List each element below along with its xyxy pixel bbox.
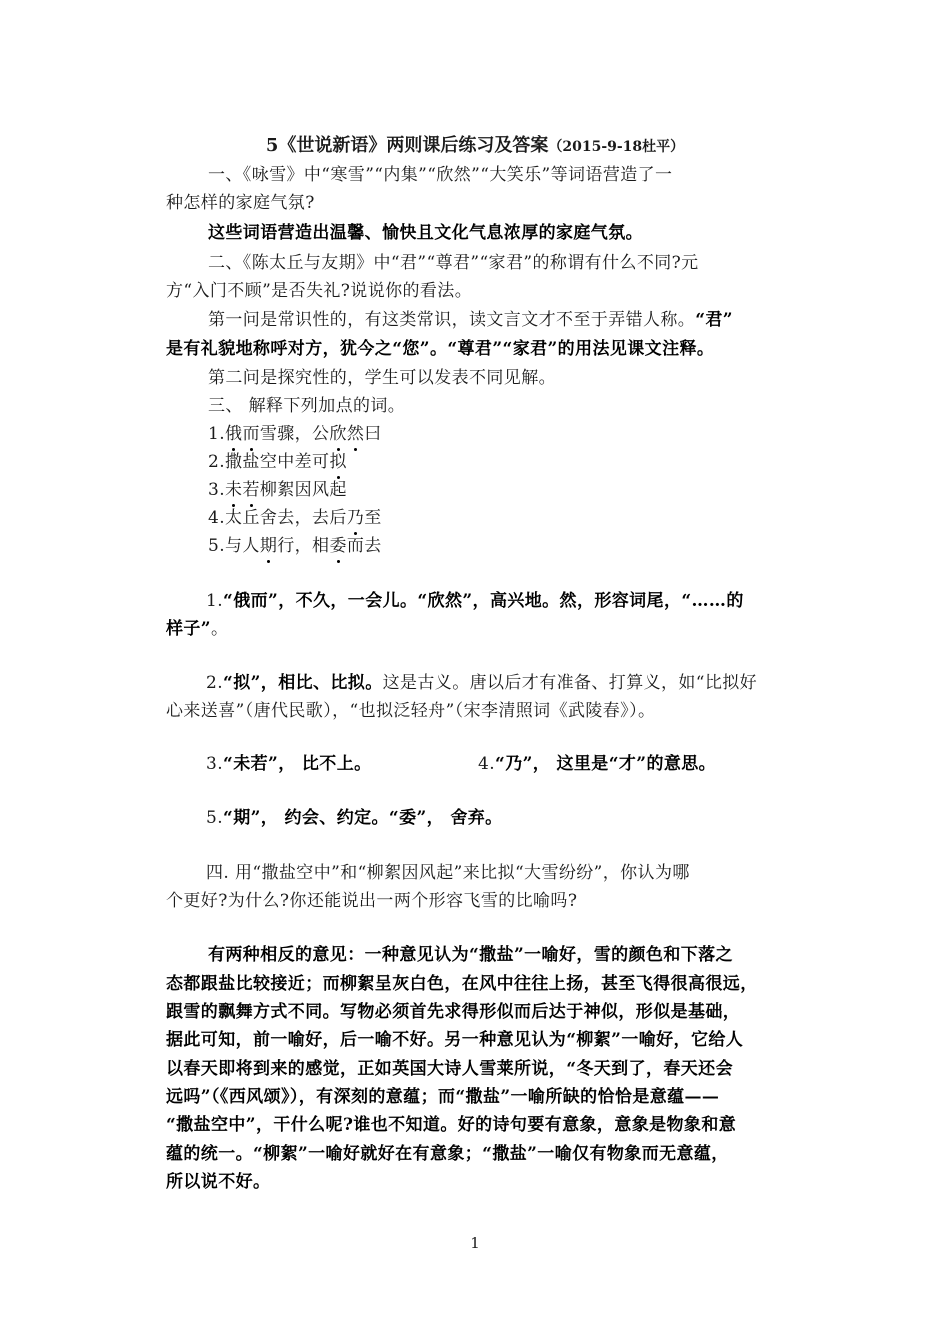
- answer-3-item-1-line-1: [206, 589, 744, 613]
- dotted-word: 俄: [225, 424, 243, 444]
- answer-4-line-8: 蕴的统一。“柳絮”一喻好就好在有意象；“撒盐”一喻仅有物象而无意蕴，: [166, 1144, 729, 1164]
- question-4-line-2: 个更好?为什么?你还能说出一两个形容飞雪的比喻吗?: [166, 891, 578, 911]
- question-3-item-1: [208, 422, 382, 446]
- page-number: 1: [470, 1234, 480, 1252]
- answer-4-line-6: 远吗”（《西风颂》），有深刻的意蕴；而“撒盐”一喻所缺的恰恰是意蕴——: [166, 1087, 720, 1107]
- answer-2-line-1: [208, 308, 733, 332]
- answer-2-line-2: 是有礼貌地称呼对方，犹今之“您”。“尊君”“家君”的用法见课文注释。: [166, 339, 715, 359]
- item-text: 撒盐空中差可: [225, 452, 330, 472]
- item-text: 太丘舍去，去后: [225, 508, 347, 528]
- answer-text: 这是古义。唐以后才有准备、打算义，如“比拟好: [382, 673, 758, 693]
- answer-3-item-2-line-1: [206, 671, 757, 695]
- dotted-word: 乃: [346, 508, 365, 528]
- answer-text: “未若”， 比不上。: [223, 754, 372, 774]
- dotted-word: 期: [259, 536, 278, 556]
- dotted-word: 拟: [329, 452, 347, 472]
- item-number: 3.: [206, 754, 224, 774]
- answer-2-line-1-bold: “君”: [695, 310, 733, 330]
- answer-2-line-3: 第二问是探究性的，学生可以发表不同见解。: [208, 368, 556, 388]
- answer-3-item-5: [206, 806, 503, 830]
- item-number: 5.: [206, 808, 224, 828]
- question-3-heading: 三、 解释下列加点的词。: [208, 396, 406, 416]
- answer-text: 样子”: [166, 619, 211, 639]
- dotted-word: 然: [346, 424, 365, 444]
- item-text: 与人: [225, 536, 260, 556]
- question-3-item-3: [208, 478, 347, 502]
- question-2-line-2: 方“入门不顾”是否失礼?说说你的看法。: [166, 281, 473, 301]
- question-3-item-5: [208, 534, 382, 558]
- item-number: 4.: [478, 754, 496, 774]
- item-number: 1.: [208, 424, 226, 444]
- item-number: 1.: [206, 591, 224, 611]
- answer-4-line-3: 跟雪的飘舞方式不同。写物必须首先求得形似而后达于神似，形似是基础，: [166, 1002, 741, 1022]
- dotted-word: 而: [242, 424, 260, 444]
- question-3-item-4: [208, 506, 382, 530]
- item-text: 而去: [346, 536, 382, 556]
- question-4-line-1: 四. 用“撒盐空中”和“柳絮因风起”来比拟“大雪纷纷”，你认为哪: [206, 863, 690, 883]
- answer-text: “俄而”，不久，一会儿。“欣然”，高兴地。然，形容词尾，“……的: [223, 591, 744, 611]
- item-text: 雪骤，公: [259, 424, 330, 444]
- item-text: 至: [364, 508, 382, 528]
- question-1-line-2: 种怎样的家庭气氛?: [166, 193, 315, 213]
- question-3-item-2: [208, 450, 347, 474]
- item-text: 柳絮因风起: [259, 480, 347, 500]
- item-number: 3.: [208, 480, 226, 500]
- answer-3-item-2-line-2: 心来送喜”（唐代民歌），“也拟泛轻舟”（宋李清照词《武陵春》）。: [166, 701, 656, 721]
- answer-4-line-5: 以春天即将到来的感觉，正如英国大诗人雪莱所说，“冬天到了，春天还会: [166, 1059, 733, 1079]
- answer-3-item-1-line-2: [166, 617, 228, 641]
- answer-text: “乃”， 这里是“才”的意思。: [495, 754, 717, 774]
- dotted-word: 若: [242, 480, 260, 500]
- answer-text: “拟”，相比、比拟。: [223, 673, 383, 693]
- item-number: 2.: [206, 673, 224, 693]
- item-text: 曰: [364, 424, 382, 444]
- item-number: 5.: [208, 536, 226, 556]
- answer-4-line-2: 态都跟盐比较接近；而柳絮呈灰白色，在风中往往上扬，甚至飞得很高很远，: [166, 974, 758, 994]
- document-title: [0, 134, 950, 159]
- dotted-word: 未: [225, 480, 243, 500]
- answer-2-line-1-text: 第一问是常识性的，有这类常识，读文言文才不至于弄错人称。: [208, 310, 696, 330]
- answer-4-line-9: 所以说不好。: [166, 1172, 271, 1192]
- item-number: 2.: [208, 452, 226, 472]
- item-number: 4.: [208, 508, 226, 528]
- title-subtitle: （2015-9-18杜平）: [548, 139, 685, 155]
- item-text: 行，相: [277, 536, 330, 556]
- answer-1: 这些词语营造出温馨、愉快且文化气息浓厚的家庭气氛。: [208, 223, 643, 243]
- answer-text: 。: [210, 619, 229, 639]
- answer-3-item-3: [206, 752, 372, 776]
- answer-4-line-1: 有两种相反的意见：一种意见认为“撒盐”一喻好，雪的颜色和下落之: [208, 945, 733, 965]
- answer-3-item-4: [478, 752, 716, 776]
- question-2-line-1: 二、《陈太丘与友期》中“君”“尊君”“家君”的称谓有什么不同?元: [208, 253, 699, 273]
- answer-4-line-4: 据此可知，前一喻好，后一喻不好。另一种意见认为“柳絮”一喻好，它给人: [166, 1030, 744, 1050]
- answer-text: “期”， 约会、约定。“委”， 舍弃。: [223, 808, 503, 828]
- title-main: 5《世说新语》两则课后练习及答案: [265, 135, 549, 156]
- dotted-word: 委: [329, 536, 347, 556]
- answer-4-line-7: “撒盐空中”，干什么呢?谁也不知道。好的诗句要有意象，意象是物象和意: [166, 1115, 737, 1135]
- question-1-line-1: 一、《咏雪》中“寒雪”“内集”“欣然”“大笑乐”等词语营造了一: [208, 165, 673, 185]
- dotted-word: 欣: [329, 424, 347, 444]
